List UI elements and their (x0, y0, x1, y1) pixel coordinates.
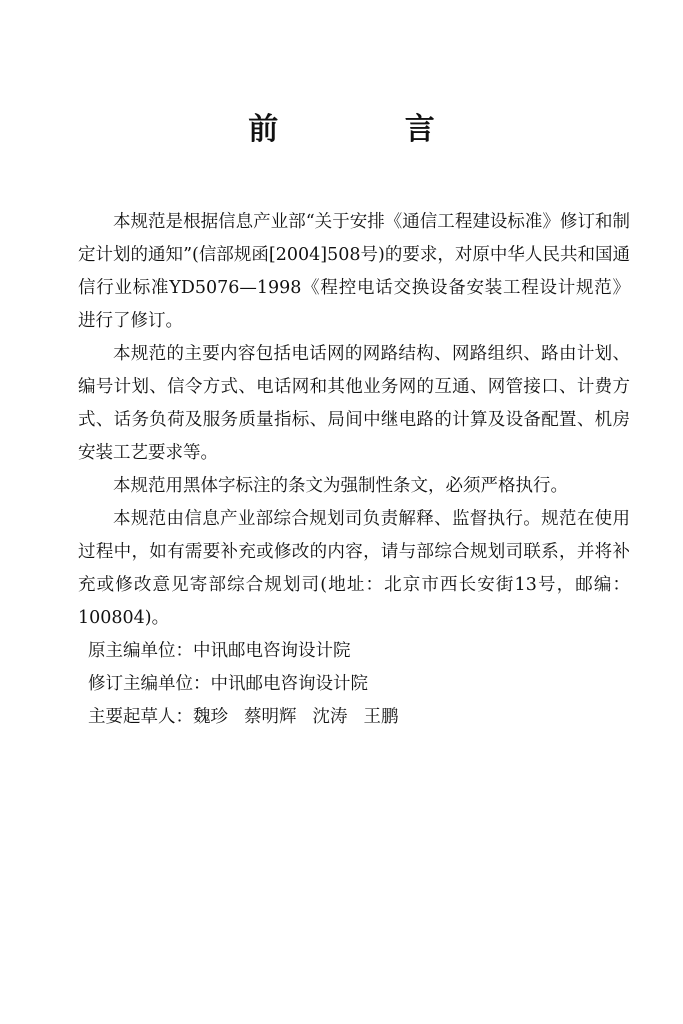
paragraph-4: 本规范由信息产业部综合规划司负责解释、监督执行。规范在使用过程中，如有需要补充或修改的内容，请与部综合规划司联系，并将补充或修改意见寄部综合规划司(地址：北京市西长安街13号，邮编：100804)。 (78, 509, 630, 628)
drafters-label: 主要起草人： (88, 707, 193, 727)
paragraph-2: 本规范的主要内容包括电话网的网路结构、网路组织、路由计划、编号计划、信令方式、电话网和其他业务网的互通、网管接口、计费方式、话务负荷及服务质量指标、局间中继电路的计算及设备配置、机房安装工艺要求等。 (78, 344, 630, 463)
main-drafters (78, 701, 630, 734)
drafter-name: 蔡明辉 (244, 707, 297, 727)
drafter-name: 沈涛 (312, 707, 348, 727)
original-editor-unit: 原主编单位：中讯邮电咨询设计院 (88, 641, 351, 661)
drafter-name: 王鹏 (363, 707, 399, 727)
page-title: 前 言 (248, 112, 493, 147)
preface-body (78, 206, 630, 734)
revision-editor-unit: 修订主编单位：中讯邮电咨询设计院 (88, 674, 368, 694)
paragraph-3: 本规范用黑体字标注的条文为强制性条文，必须严格执行。 (113, 476, 568, 496)
drafter-name: 魏珍 (193, 707, 228, 727)
paragraph-1: 本规范是根据信息产业部“关于安排《通信工程建设标准》修订和制定计划的通知”(信部规函[2004]508号)的要求，对原中华人民共和国通信行业标准YD5076—1998《程控电话交换设备安装工程设计规范》进行了修订。 (78, 212, 630, 331)
